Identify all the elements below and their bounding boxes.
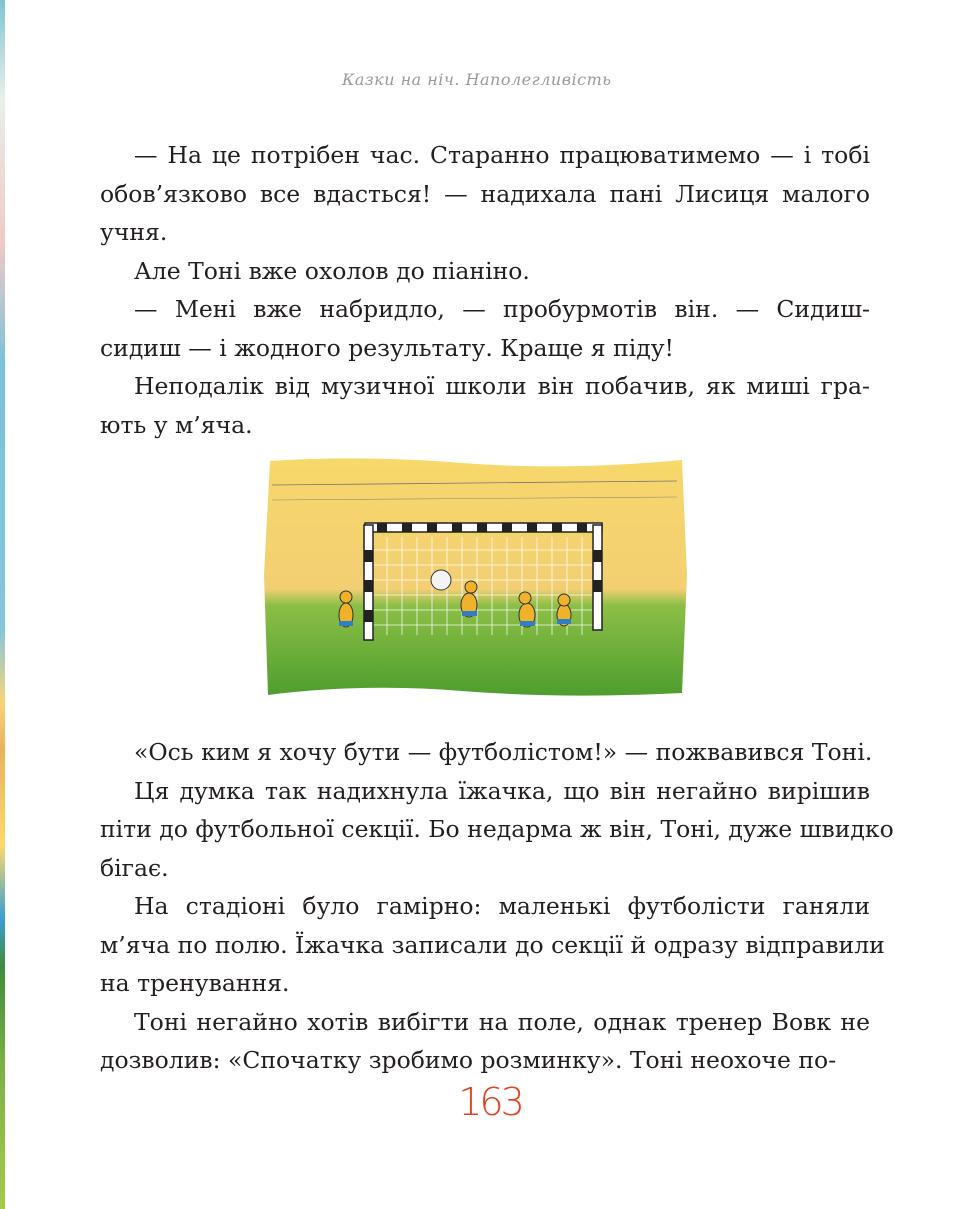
text-line: бігає. bbox=[100, 853, 169, 882]
text-line: На стадіоні було гамірно: маленькі футболісти ганяли bbox=[134, 892, 870, 920]
text-line: сидиш — і жодного результату. Краще я піду! bbox=[100, 333, 674, 362]
text-line: м’яча по полю. Їжачка записали до секції й одразу відправили bbox=[100, 930, 885, 959]
page-number: 163 bbox=[458, 1080, 522, 1124]
illustration-mice-playing-football bbox=[262, 455, 689, 698]
text-line: Тоні негайно хотів вибігти на поле, однак тренер Вовк не bbox=[134, 1007, 870, 1036]
running-head-text: Казки на ніч. Наполегливість bbox=[342, 70, 612, 89]
text-line: Ця думка так надихнула їжачка, що він негайно вирішив bbox=[134, 776, 870, 805]
page-edge-illustration-strip bbox=[0, 0, 5, 1209]
text-line: обов’язково все вдасться! — надихала пані Лисиця малого bbox=[100, 179, 870, 208]
text-block-top bbox=[100, 136, 870, 444]
text-line: — На це потрібен час. Старанно працюватимемо — і тобі bbox=[134, 141, 870, 169]
text-line: Неподалік від музичної школи він побачив, як миші гра- bbox=[134, 372, 870, 400]
text-line: «Ось ким я хочу бути — футболістом!» — пожвавився Тоні. bbox=[134, 738, 873, 766]
text-line: ють у м’яча. bbox=[100, 410, 253, 439]
text-line: учня. bbox=[100, 218, 168, 246]
text-line: на тренування. bbox=[100, 969, 290, 997]
text-line: дозволив: «Спочатку зробимо розминку». Тоні неохоче по- bbox=[100, 1046, 837, 1074]
text-block-bottom bbox=[100, 733, 894, 1080]
text-line: — Мені вже набридло, — пробурмотів він. — Сидиш- bbox=[134, 295, 870, 323]
text-line: Але Тоні вже охолов до піаніно. bbox=[134, 256, 530, 285]
text-line: піти до футбольної секції. Бо недарма ж він, Тоні, дуже швидко bbox=[100, 815, 894, 843]
